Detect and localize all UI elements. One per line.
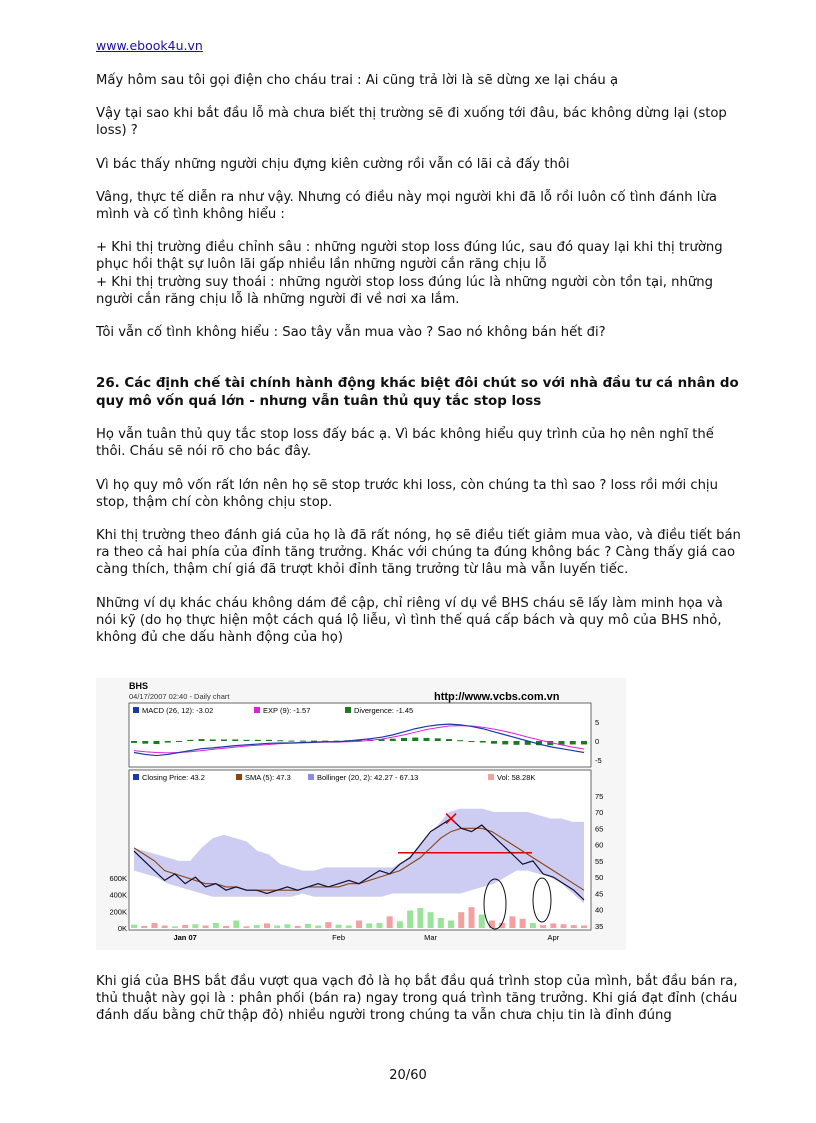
volume-bar [305,924,311,928]
bollinger-legend: Bollinger (20, 2): 42.27 - 67.13 [317,773,419,782]
macd-tick-label: 5 [595,717,600,727]
divergence-bar [255,740,261,741]
volume-bar [192,924,198,928]
volume-bar [550,923,556,928]
divergence-bar [390,739,396,741]
volume-bar [264,923,270,928]
divergence-legend: Divergence: -1.45 [354,706,414,715]
divergence-bar [210,739,216,741]
divergence-bar [154,741,160,744]
paragraph: Mấy hôm sau tôi gọi điện cho cháu trai : Ai cũng trả lời là sẽ dừng xe lại cháu ạ [96,73,619,88]
paragraph: Vậy tại sao khi bắt đầu lỗ mà chưa biết thị trường sẽ đi xuống tới đâu, bác không dừng lại (stop loss) ? [96,106,727,139]
x-tick-label: Mar [424,933,438,942]
volume-tick-label: 0K [117,924,127,933]
volume-bar [520,919,526,928]
divergence-bar [232,739,238,741]
volume-bar [284,924,290,928]
macd-tick-label: 0 [595,737,600,746]
volume-bar [223,926,229,928]
volume-bar [509,916,515,928]
paragraph: Vì họ quy mô vốn rất lớn nên họ sẽ stop trước khi loss, còn chúng ta thì sao ? loss rồi mới chịu stop, thậm chí còn không chịu stop. [96,477,718,510]
price-tick-label: 60 [595,840,604,850]
divergence-bar [311,741,317,742]
divergence-bar [514,741,520,745]
divergence-bar [300,741,306,742]
stock-chart [96,678,626,950]
close-legend: Closing Price: 43.2 [142,773,205,782]
divergence-bar [412,738,418,741]
volume-bar [479,915,485,928]
volume-bar [336,925,342,928]
volume-bar [387,916,393,928]
divergence-bar [491,741,497,744]
volume-bar [315,926,321,929]
divergence-bar [131,741,137,743]
divergence-bar [502,741,508,744]
volume-tick-label: 400K [109,890,127,900]
volume-bar [254,925,260,928]
paragraph: Tôi vẫn cố tình không hiểu : Sao tây vẫn mua vào ? Sao nó không bán hết đi? [96,325,606,341]
volume-tick-label: 600K [109,874,127,883]
volume-bar [182,925,188,928]
chart-watermark: http://www.vcbs.com.vn [434,691,560,703]
paragraph: Khi giá của BHS bắt đầu vượt qua vạch đỏ là họ bắt đầu quá trình stop của mình, bắt đầu bán ra, thủ thuật này gọi là : phân phối (bán ra) ngay trong quá trình tăng trưởng. Khi giá đạt đỉnh (cháu đánh dấu bằng chữ thập đỏ) nhiều người trong chúng ta vẫn chưa chịu tin là đỉnh đúng [96,974,738,1024]
volume-bar [295,926,301,928]
paragraph: + Khi thị trường suy thoái : những người stop loss đúng lúc là những người còn tồn tại, những người cắn răng chịu lỗ là những người đi về nơi xa lắm. [96,274,713,307]
volume-bar [203,926,209,929]
volume-bar [581,926,587,929]
volume-bar [561,924,567,928]
paragraph: Khi thị trường theo đánh giá của họ là đã rất nóng, họ sẽ điều tiết giảm mua vào, và điều tiết bán ra theo cả hai phía của đỉnh tăng trưởng. Khác với chúng ta đúng không bác ? Càng thấy giá cao càng thích, thậm chí giá đã trượt khỏi đỉnh tăng trưởng từ lâu mà vẫn luyến tiếc. [96,528,741,578]
volume-bar [458,912,464,928]
paragraph: Vâng, thực tế diễn ra như vậy. Nhưng có điều này mọi người khi đã lỗ rồi luôn cố tình đánh lừa mình và cố tình không hiểu : [96,189,717,223]
divergence-bar [176,741,182,742]
volume-tick-label: 200K [109,907,127,917]
volume-bar [469,907,475,928]
volume-bar [366,923,372,928]
volume-bar [244,926,250,928]
divergence-bar [142,741,148,744]
divergence-bar [446,739,452,741]
volume-bar [417,908,423,928]
price-tick-label: 65 [595,824,604,834]
x-tick-label: Apr [547,933,560,942]
paragraph: Những ví dụ khác cháu không dám đề cập, chỉ riêng ví dụ về BHS cháu sẽ lấy làm minh họa và nói kỹ (do họ thực hiện một cách quá lộ liễu, vì tình thế quá cấp bách và quy mô của BHS nhỏ, không đủ che dấu hành động của họ) [96,595,723,646]
volume-bar [397,921,403,928]
price-tick-label: 45 [595,889,604,899]
macd-legend: MACD (26, 12): -3.02 [142,706,214,715]
divergence-bar [581,741,587,744]
volume-bar [428,912,434,928]
volume-bar [141,926,147,928]
volume-bar [274,926,280,929]
price-tick-label: 75 [595,791,604,801]
paragraph: Họ vẫn tuân thủ quy tắc stop loss đấy bác ạ. Vì bác không hiểu quy trình của họ nên nghĩ thế thôi. Cháu sẽ nói rõ cho bác đây. [96,427,714,460]
vol-legend: Vol: 58.28K [497,773,536,782]
volume-bar [448,921,454,929]
volume-bar [407,911,413,929]
divergence-bar [221,739,227,741]
x-tick-label: Feb [332,933,346,942]
price-tick-label: 40 [595,905,604,915]
page-body [96,72,746,662]
divergence-bar [187,740,193,741]
exp-legend: EXP (9): -1.57 [263,706,311,715]
chart-ticker: BHS [129,681,149,691]
after-chart-text [96,973,746,1025]
divergence-bar [199,739,205,741]
volume-bar [131,925,137,928]
volume-bar [172,926,178,928]
divergence-bar [165,741,171,743]
price-tick-label: 50 [595,873,604,883]
volume-bar [213,923,219,928]
divergence-bar [401,738,407,741]
divergence-bar [457,740,463,741]
divergence-bar [244,740,250,741]
sma-legend: SMA (5): 47.3 [245,773,291,782]
x-tick-label: Jan 07 [173,933,197,942]
chart-subtitle: 04/17/2007 02:40 - Daily chart [129,692,230,701]
price-tick-label: 35 [595,922,604,931]
volume-bar [325,922,331,928]
volume-bar [376,923,382,928]
volume-bar [162,926,168,929]
volume-bar [438,918,444,928]
price-tick-label: 70 [595,808,604,818]
volume-bar [530,923,536,928]
divergence-bar [469,741,475,742]
divergence-bar [570,741,576,744]
volume-bar [346,926,352,929]
site-link[interactable]: www.ebook4u.vn [96,38,203,53]
price-tick-label: 55 [595,856,604,866]
divergence-bar [424,738,430,741]
volume-bar [571,925,577,928]
divergence-bar [480,741,486,743]
divergence-bar [289,741,295,742]
volume-bar [540,925,546,928]
divergence-bar [266,740,272,741]
divergence-bar [277,740,283,741]
paragraph: Vì bác thấy những người chịu đựng kiên cường rồi vẫn có lãi cả đấy thôi [96,156,570,172]
paragraph: + Khi thị trường điều chỉnh sâu : những người stop loss đúng lúc, sau đó quay lại khi thị trường phục hồi thật sự luôn lãi gấp nhiều lần những người cắn răng chịu lỗ [96,240,723,273]
volume-bar [233,921,239,929]
divergence-bar [435,738,441,741]
page-number: 20/60 [389,1068,427,1083]
section-heading: 26. Các định chế tài chính hành động khác biệt đôi chút so với nhà đầu tư cá nhân do quy mô vốn quá lớn - nhưng vẫn tuân thủ quy tắc stop loss [96,376,739,409]
macd-tick-label: -5 [595,756,602,766]
volume-bar [151,923,157,928]
volume-bar [356,921,362,929]
